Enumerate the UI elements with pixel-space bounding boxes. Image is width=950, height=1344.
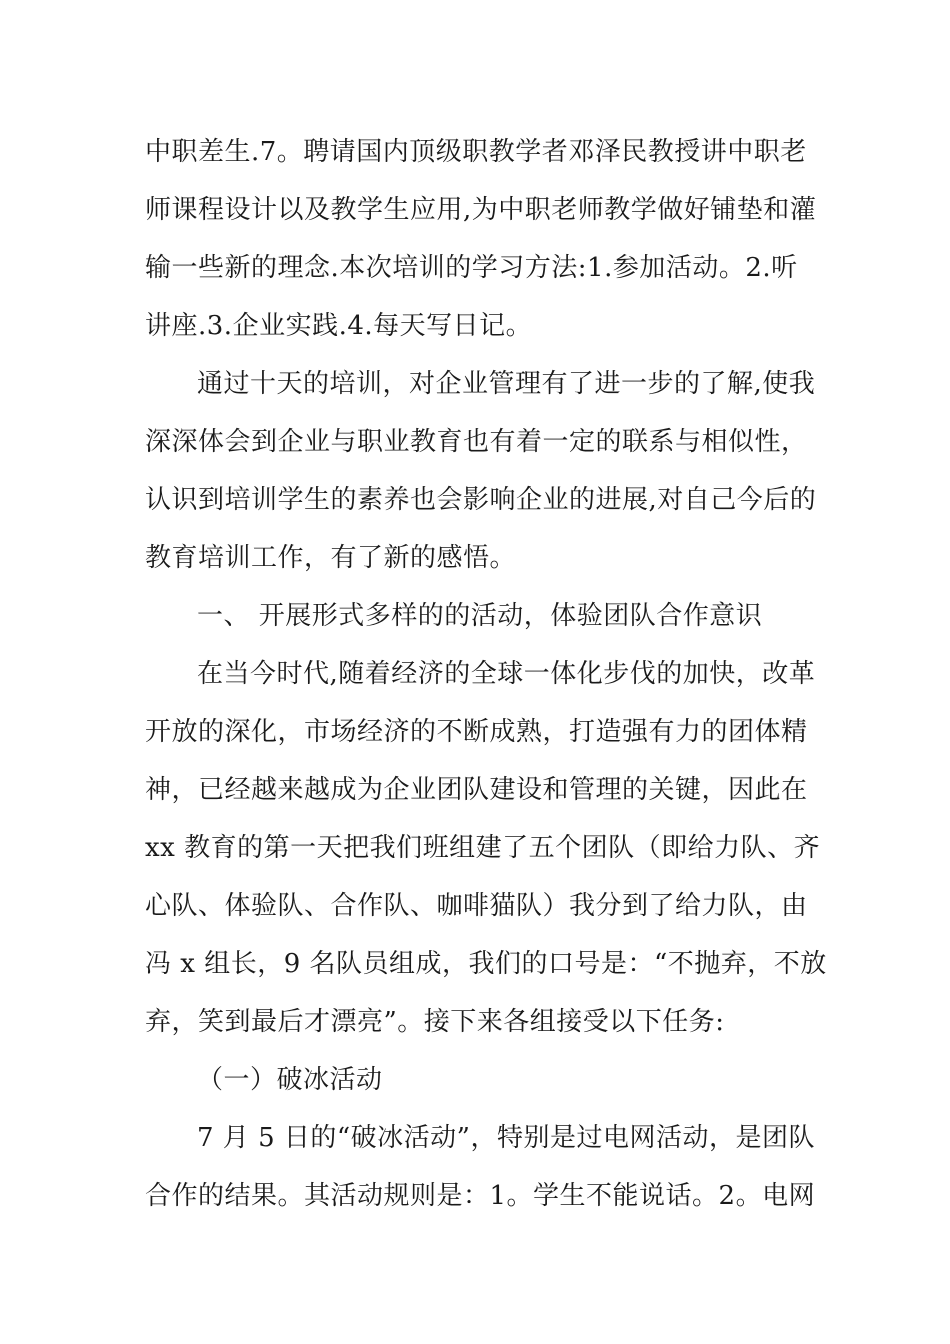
paragraph-first-line: 7 月 5 日的“破冰活动”，特别是过电网活动，是团队 [197, 1123, 815, 1153]
text-line: 冯 x 组长，9 名队员组成，我们的口号是：“不抛弃，不放 [145, 949, 827, 979]
text-line: 中职差生.7。聘请国内顶级职教学者邓泽民教授讲中职老 [145, 137, 807, 167]
text-line: 弃，笑到最后才漂亮”。接下来各组接受以下任务: [145, 1007, 725, 1037]
text-line: 深深体会到企业与职业教育也有着一定的联系与相似性， [145, 427, 808, 457]
text-line: xx 教育的第一天把我们班组建了五个团队（即给力队、齐 [145, 833, 821, 863]
text-line: 输一些新的理念.本次培训的学习方法:1.参加活动。2.听 [145, 253, 798, 283]
paragraph-first-line: 在当今时代,随着经济的全球一体化步伐的加快，改革 [197, 659, 816, 689]
subsection-heading: （一）破冰活动 [197, 1065, 383, 1095]
text-line: 开放的深化，市场经济的不断成熟，打造强有力的团体精 [145, 717, 808, 747]
text-line: 心队、体验队、合作队、咖啡猫队）我分到了给力队，由 [145, 891, 808, 921]
section-heading: 一、 开展形式多样的的活动，体验团队合作意识 [197, 601, 763, 631]
paragraph-first-line: 通过十天的培训，对企业管理有了进一步的了解,使我 [197, 369, 816, 399]
text-line: 师课程设计以及教学生应用,为中职老师教学做好铺垫和灌 [145, 195, 817, 225]
text-line: 神，已经越来越成为企业团队建设和管理的关键，因此在 [145, 775, 808, 805]
text-line: 认识到培训学生的素养也会影响企业的进展,对自己今后的 [145, 485, 817, 515]
text-line: 教育培训工作，有了新的感悟。 [145, 543, 517, 573]
text-line: 讲座.3.企业实践.4.每天写日记。 [145, 311, 533, 341]
text-line: 合作的结果。其活动规则是：1。学生不能说话。2。电网 [145, 1181, 816, 1211]
